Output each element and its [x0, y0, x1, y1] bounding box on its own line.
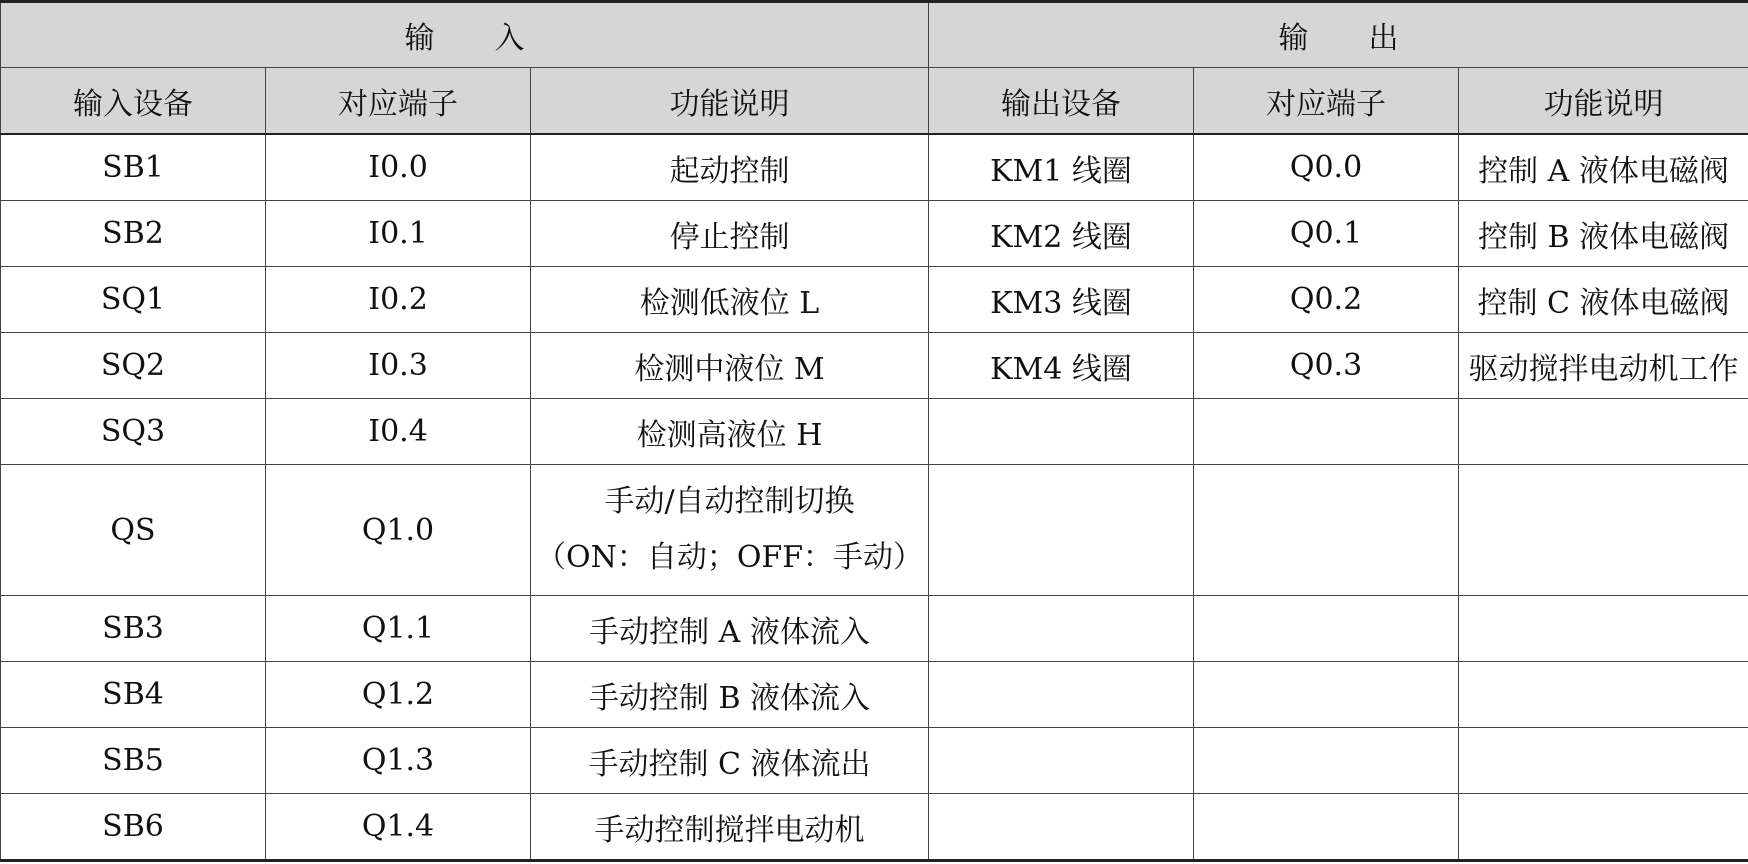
input-device-cell: QS — [1, 465, 266, 596]
table-row — [1, 201, 1748, 267]
output-function-cell — [1459, 728, 1748, 794]
output-terminal-cell — [1194, 399, 1459, 465]
input-device-cell: SQ3 — [1, 399, 266, 465]
output-function-cell — [1459, 794, 1748, 861]
output-function-cell — [1459, 465, 1748, 596]
output-terminal-cell — [1194, 794, 1459, 861]
output-function-cell — [1459, 596, 1748, 662]
input-terminal-cell: Q1.1 — [266, 596, 531, 662]
output-terminal-cell — [1194, 596, 1459, 662]
input-function-line: （ON：自动；OFF：手动） — [535, 540, 924, 575]
table-row — [1, 728, 1748, 794]
input-function-cell: 检测中液位 M — [531, 333, 929, 399]
input-function-cell: 停止控制 — [531, 201, 929, 267]
input-device-cell: SB1 — [1, 134, 266, 201]
table-row — [1, 596, 1748, 662]
output-device-cell: KM4 线圈 — [929, 333, 1194, 399]
output-function-cell — [1459, 399, 1748, 465]
input-device-cell: SQ1 — [1, 267, 266, 333]
output-device-cell — [929, 399, 1194, 465]
output-terminal-cell: Q0.1 — [1194, 201, 1459, 267]
output-function-cell: 控制 A 液体电磁阀 — [1459, 134, 1748, 201]
input-terminal-cell: Q1.0 — [266, 465, 531, 596]
output-terminal-cell — [1194, 465, 1459, 596]
input-function-cell: 检测低液位 L — [531, 267, 929, 333]
output-device-cell — [929, 465, 1194, 596]
output-device-cell — [929, 728, 1194, 794]
output-device-cell: KM1 线圈 — [929, 134, 1194, 201]
input-terminal-cell: I0.1 — [266, 201, 531, 267]
input-function-cell — [531, 465, 929, 596]
input-terminal-cell: I0.0 — [266, 134, 531, 201]
table-row — [1, 399, 1748, 465]
output-device-cell: KM2 线圈 — [929, 201, 1194, 267]
output-terminal-cell: Q0.0 — [1194, 134, 1459, 201]
output-group-header: 输 出 — [929, 2, 1748, 68]
input-device-cell: SB2 — [1, 201, 266, 267]
output-device-cell: KM3 线圈 — [929, 267, 1194, 333]
table-row — [1, 134, 1748, 201]
column-header-row — [1, 68, 1748, 135]
input-function-cell: 手动控制搅拌电动机 — [531, 794, 929, 861]
output-device-header: 输出设备 — [929, 68, 1194, 135]
input-function-cell: 检测高液位 H — [531, 399, 929, 465]
input-function-header: 功能说明 — [531, 68, 929, 135]
input-function-cell: 手动控制 A 液体流入 — [531, 596, 929, 662]
output-function-cell — [1459, 662, 1748, 728]
input-terminal-cell: I0.3 — [266, 333, 531, 399]
input-device-cell: SB5 — [1, 728, 266, 794]
input-device-cell: SQ2 — [1, 333, 266, 399]
table-row — [1, 267, 1748, 333]
output-terminal-cell — [1194, 728, 1459, 794]
input-terminal-cell: Q1.4 — [266, 794, 531, 861]
input-function-cell: 手动控制 B 液体流入 — [531, 662, 929, 728]
table-row — [1, 794, 1748, 861]
output-function-cell: 控制 B 液体电磁阀 — [1459, 201, 1748, 267]
input-function-cell: 起动控制 — [531, 134, 929, 201]
group-header-row — [1, 2, 1748, 68]
output-terminal-cell — [1194, 662, 1459, 728]
input-terminal-header: 对应端子 — [266, 68, 531, 135]
output-device-cell — [929, 794, 1194, 861]
table-row — [1, 662, 1748, 728]
input-group-header: 输 入 — [1, 2, 929, 68]
output-terminal-cell: Q0.2 — [1194, 267, 1459, 333]
output-terminal-header: 对应端子 — [1194, 68, 1459, 135]
input-device-cell: SB6 — [1, 794, 266, 861]
output-device-cell — [929, 596, 1194, 662]
table-row — [1, 465, 1748, 596]
output-function-header: 功能说明 — [1459, 68, 1748, 135]
input-function-line: 手动/自动控制切换 — [604, 484, 855, 519]
output-function-cell: 控制 C 液体电磁阀 — [1459, 267, 1748, 333]
output-device-cell — [929, 662, 1194, 728]
input-function-cell: 手动控制 C 液体流出 — [531, 728, 929, 794]
input-terminal-cell: Q1.2 — [266, 662, 531, 728]
output-terminal-cell: Q0.3 — [1194, 333, 1459, 399]
output-function-cell: 驱动搅拌电动机工作 — [1459, 333, 1748, 399]
input-device-cell: SB4 — [1, 662, 266, 728]
table-row — [1, 333, 1748, 399]
input-device-header: 输入设备 — [1, 68, 266, 135]
input-device-cell: SB3 — [1, 596, 266, 662]
input-terminal-cell: I0.4 — [266, 399, 531, 465]
input-terminal-cell: Q1.3 — [266, 728, 531, 794]
input-terminal-cell: I0.2 — [266, 267, 531, 333]
